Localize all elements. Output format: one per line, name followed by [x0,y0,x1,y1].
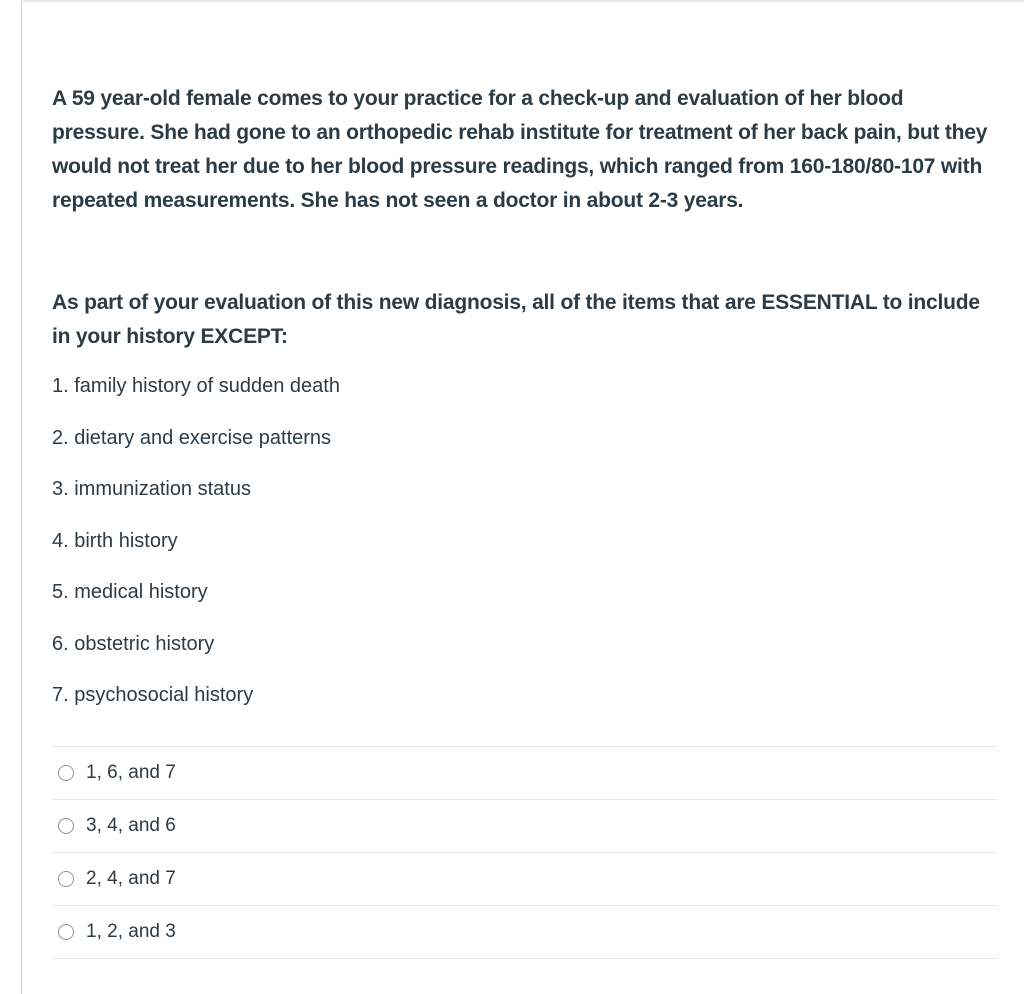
history-items-list [52,374,997,707]
answer-option-2[interactable] [52,800,997,853]
list-item: 1. family history of sudden death [52,375,340,397]
question-content [52,82,997,959]
left-border-divider [21,0,22,994]
radio-button[interactable] [58,924,74,940]
answer-option-1[interactable] [52,747,997,800]
answer-label[interactable]: 1, 2, and 3 [86,921,176,942]
answer-label[interactable]: 2, 4, and 7 [86,868,176,889]
answer-option-3[interactable] [52,853,997,906]
answer-options [52,746,997,959]
list-item: 3. immunization status [52,478,251,500]
list-item: 7. psychosocial history [52,684,254,706]
list-item: 4. birth history [52,529,178,552]
top-border-divider [21,0,1024,2]
answer-label[interactable]: 1, 6, and 7 [86,762,176,783]
radio-button[interactable] [58,765,74,781]
radio-button[interactable] [58,871,74,887]
question-prompt: As part of your evaluation of this new diagnosis, all of the items that are ESSENTIAL to include in your history EXCEPT: [52,291,980,348]
list-item: 2. dietary and exercise patterns [52,426,332,449]
question-stem: A 59 year-old female comes to your practice for a check-up and evaluation of her blood pressure. She had gone to an orthopedic rehab institute for treatment of her back pain, but they would not treat her due to her blood pressure readings, which ranged from 160-180/80-107 with repeated measurements. She has not seen a doctor in about 2-3 years. [52,87,988,212]
answer-label[interactable]: 3, 4, and 6 [86,815,176,836]
list-item: 5. medical history [52,581,208,603]
list-item: 6. obstetric history [52,632,215,655]
radio-button[interactable] [58,818,74,834]
answer-option-4[interactable] [52,906,997,959]
